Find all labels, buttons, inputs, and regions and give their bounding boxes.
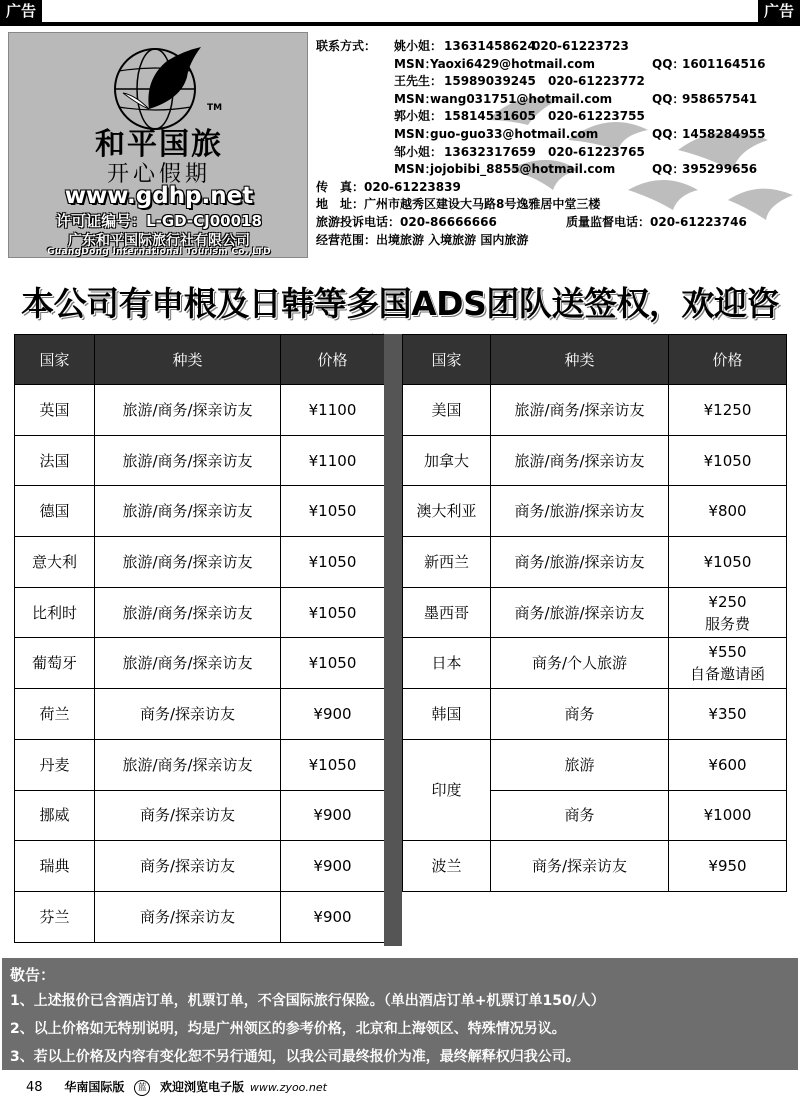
table-row bbox=[403, 689, 787, 740]
notice-item: 2、以上价格如无特别说明，均是广州领区的参考价格，北京和上海领区、特殊情况另议。 bbox=[10, 1021, 566, 1037]
country-cell: 瑞典 bbox=[15, 841, 95, 892]
price-cell: ¥1100 bbox=[281, 385, 385, 436]
publication-name: 华南国际版 bbox=[64, 1080, 125, 1094]
header-price: 价格 bbox=[669, 335, 787, 385]
type-cell: 商务/探亲访友 bbox=[95, 841, 281, 892]
table-row bbox=[15, 587, 385, 638]
notice-box bbox=[2, 958, 798, 1070]
qq-number[interactable]: 958657541 bbox=[682, 91, 758, 106]
complaint-row bbox=[316, 214, 792, 232]
price-cell: ¥600 bbox=[669, 739, 787, 790]
header-type: 种类 bbox=[491, 335, 669, 385]
table-row bbox=[403, 587, 787, 638]
complaint-phone: 旅游投诉电话：020-86666666 bbox=[316, 214, 497, 229]
price-cell: ¥1050 bbox=[281, 537, 385, 588]
headline-slogan: 本公司有申根及日韩等多国ADS团队送签权，欢迎咨 bbox=[21, 284, 779, 323]
country-cell: 美国 bbox=[403, 385, 491, 436]
visa-price-table-left bbox=[14, 334, 385, 943]
msn-label: MSN： bbox=[394, 162, 437, 177]
header bbox=[8, 30, 792, 262]
table-header-row bbox=[403, 335, 787, 385]
company-name-cn: 广东和平国际旅行社有限公司 bbox=[68, 233, 250, 249]
qq-label: QQ： bbox=[652, 162, 685, 177]
table-row bbox=[403, 537, 787, 588]
price-cell bbox=[669, 638, 787, 689]
type-cell: 商务/旅游/探亲访友 bbox=[491, 537, 669, 588]
contact-name: 王先生： bbox=[394, 74, 443, 89]
license-number: 许可证编号：L-GD-CJ00018 bbox=[56, 212, 262, 230]
table-row bbox=[15, 841, 385, 892]
msn-label: MSN： bbox=[394, 126, 437, 141]
country-cell: 意大利 bbox=[15, 537, 95, 588]
visa-price-table-right bbox=[402, 334, 787, 892]
contact-label: 联系方式： bbox=[316, 39, 377, 53]
header-price: 价格 bbox=[281, 335, 385, 385]
header-country: 国家 bbox=[403, 335, 491, 385]
table-row bbox=[403, 435, 787, 486]
price-cell: ¥1100 bbox=[281, 435, 385, 486]
price-cell: ¥900 bbox=[281, 689, 385, 740]
table-row bbox=[15, 638, 385, 689]
contact-name: 邹小姐： bbox=[394, 144, 443, 159]
table-row bbox=[403, 739, 787, 790]
contact-tel[interactable]: 020-61223755 bbox=[548, 109, 645, 124]
country-cell: 挪威 bbox=[15, 790, 95, 841]
price-cell: ¥1050 bbox=[281, 739, 385, 790]
top-rule bbox=[0, 22, 800, 26]
type-cell: 旅游 bbox=[491, 739, 669, 790]
type-cell: 旅游/商务/探亲访友 bbox=[491, 435, 669, 486]
qq-number[interactable]: 1458284955 bbox=[682, 126, 766, 141]
type-cell: 商务 bbox=[491, 689, 669, 740]
contact-phone[interactable]: 13631458624 bbox=[444, 39, 536, 53]
msn-address[interactable]: wang031751@hotmail.com bbox=[430, 91, 613, 106]
price-note: 服务费 bbox=[704, 614, 750, 633]
qq-label: QQ： bbox=[652, 91, 685, 106]
price-cell: ¥1050 bbox=[281, 486, 385, 537]
trademark-mark: TM bbox=[207, 103, 223, 113]
country-cell: 荷兰 bbox=[15, 689, 95, 740]
table-row bbox=[15, 891, 385, 942]
msn-label: MSN： bbox=[394, 56, 437, 71]
price-cell bbox=[669, 587, 787, 638]
table-row bbox=[15, 435, 385, 486]
table-row bbox=[15, 486, 385, 537]
contact-name: 姚小姐： bbox=[394, 39, 443, 53]
price-cell: ¥950 bbox=[669, 841, 787, 892]
price-cell: ¥1050 bbox=[669, 537, 787, 588]
contact-row bbox=[316, 161, 792, 179]
contact-row bbox=[316, 144, 792, 162]
price-cell: ¥1050 bbox=[281, 638, 385, 689]
ad-label-right: 广告 bbox=[758, 0, 800, 22]
price-cell: ¥350 bbox=[669, 689, 787, 740]
type-cell: 商务/探亲访友 bbox=[95, 790, 281, 841]
contact-tel[interactable]: 020-61223723 bbox=[532, 39, 629, 53]
price-note: 自备邀请函 bbox=[689, 665, 765, 684]
contact-tel[interactable]: 020-61223765 bbox=[548, 144, 645, 159]
fax-row: 传 真：020-61223839 bbox=[316, 179, 461, 194]
footer-ad-text: 欢迎浏览电子版 bbox=[160, 1080, 245, 1094]
address-row: 地 址：广州市越秀区建设大马路8号逸雅居中堂三楼 bbox=[316, 197, 601, 212]
contact-name: 郭小姐： bbox=[394, 109, 443, 124]
page-number: 48 bbox=[26, 1080, 43, 1095]
price-value: ¥250 bbox=[708, 592, 747, 611]
msn-address[interactable]: Yaoxi6429@hotmail.com bbox=[430, 56, 595, 71]
ad-label-left: 广告 bbox=[0, 0, 42, 22]
type-cell: 商务/个人旅游 bbox=[491, 638, 669, 689]
brand-slogan: 开心假期 bbox=[106, 162, 211, 187]
contact-phone[interactable]: 15989039245 bbox=[444, 74, 536, 89]
type-cell: 商务 bbox=[491, 790, 669, 841]
msn-address[interactable]: jojobibi_8855@hotmail.com bbox=[430, 162, 616, 177]
msn-address[interactable]: guo-guo33@hotmail.com bbox=[430, 126, 599, 141]
header-country: 国家 bbox=[15, 335, 95, 385]
scope-row: 经营范围：出境旅游 入境旅游 国内旅游 bbox=[316, 232, 529, 247]
country-cell: 芬兰 bbox=[15, 891, 95, 942]
type-cell: 商务/旅游/探亲访友 bbox=[491, 486, 669, 537]
contact-row bbox=[316, 38, 792, 56]
notice-item: 3、若以上价格及内容有变化恕不另行通知，以我公司最终报价为准，最终解释权归我公司。 bbox=[10, 1049, 580, 1065]
country-cell: 加拿大 bbox=[403, 435, 491, 486]
contact-row bbox=[316, 73, 792, 91]
country-cell: 墨西哥 bbox=[403, 587, 491, 638]
publication-seal-icon: 蓝 bbox=[134, 1080, 150, 1096]
qq-number[interactable]: 1601164516 bbox=[682, 56, 766, 71]
type-cell: 商务/探亲访友 bbox=[95, 891, 281, 942]
table-divider bbox=[384, 334, 402, 946]
price-cell: ¥1050 bbox=[669, 435, 787, 486]
qq-label: QQ： bbox=[652, 56, 685, 71]
type-cell: 旅游/商务/探亲访友 bbox=[95, 537, 281, 588]
table-row bbox=[15, 790, 385, 841]
contact-info bbox=[316, 38, 792, 249]
country-cell: 日本 bbox=[403, 638, 491, 689]
country-cell: 德国 bbox=[15, 486, 95, 537]
contact-phone[interactable]: 13632317659 bbox=[444, 144, 536, 159]
price-cell: ¥900 bbox=[281, 841, 385, 892]
contact-tel[interactable]: 020-61223772 bbox=[548, 74, 645, 89]
table-row bbox=[403, 486, 787, 537]
header-type: 种类 bbox=[95, 335, 281, 385]
brand-name: 和平国旅 bbox=[95, 127, 223, 162]
type-cell: 旅游/商务/探亲访友 bbox=[95, 587, 281, 638]
price-cell: ¥1000 bbox=[669, 790, 787, 841]
price-cell: ¥900 bbox=[281, 790, 385, 841]
country-cell: 韩国 bbox=[403, 689, 491, 740]
notice-item: 1、上述报价已含酒店订单，机票订单，不含国际旅行保险。（单出酒店订单+机票订单150/人） bbox=[10, 993, 605, 1009]
type-cell: 旅游/商务/探亲访友 bbox=[95, 638, 281, 689]
price-cell: ¥800 bbox=[669, 486, 787, 537]
type-cell: 商务/探亲访友 bbox=[491, 841, 669, 892]
table-row bbox=[15, 689, 385, 740]
type-cell: 商务/旅游/探亲访友 bbox=[491, 587, 669, 638]
price-cell: ¥1250 bbox=[669, 385, 787, 436]
type-cell: 商务/探亲访友 bbox=[95, 689, 281, 740]
quality-phone: 质量监督电话：020-61223746 bbox=[566, 214, 747, 229]
table-row bbox=[15, 739, 385, 790]
type-cell: 旅游/商务/探亲访友 bbox=[95, 486, 281, 537]
contact-row bbox=[316, 56, 792, 74]
contact-phone[interactable]: 15814531605 bbox=[444, 109, 536, 124]
type-cell: 旅游/商务/探亲访友 bbox=[95, 435, 281, 486]
logo-box bbox=[8, 32, 308, 258]
type-cell: 旅游/商务/探亲访友 bbox=[491, 385, 669, 436]
qq-number[interactable]: 395299656 bbox=[682, 162, 758, 177]
country-cell: 比利时 bbox=[15, 587, 95, 638]
type-cell: 旅游/商务/探亲访友 bbox=[95, 385, 281, 436]
country-cell: 法国 bbox=[15, 435, 95, 486]
price-cell: ¥1050 bbox=[281, 587, 385, 638]
contact-row bbox=[316, 108, 792, 126]
country-cell: 葡萄牙 bbox=[15, 638, 95, 689]
country-cell: 英国 bbox=[15, 385, 95, 436]
table-row bbox=[403, 385, 787, 436]
country-cell: 新西兰 bbox=[403, 537, 491, 588]
price-value: ¥550 bbox=[708, 643, 747, 662]
contact-row bbox=[316, 126, 792, 144]
table-row bbox=[403, 841, 787, 892]
company-name-en: GuangDong International Tourism Co.,LTD bbox=[47, 247, 271, 257]
table-row bbox=[15, 537, 385, 588]
country-cell: 澳大利亚 bbox=[403, 486, 491, 537]
country-cell: 丹麦 bbox=[15, 739, 95, 790]
table-row bbox=[15, 385, 385, 436]
table-header-row bbox=[15, 335, 385, 385]
country-cell: 波兰 bbox=[403, 841, 491, 892]
footer bbox=[26, 1078, 327, 1096]
price-cell: ¥900 bbox=[281, 891, 385, 942]
qq-label: QQ： bbox=[652, 126, 685, 141]
footer-url[interactable]: www.zyoo.net bbox=[249, 1081, 327, 1094]
country-cell: 印度 bbox=[403, 739, 491, 840]
notice-title: 敬告： bbox=[10, 966, 56, 984]
brand-website[interactable]: www.gdhp.net bbox=[64, 183, 254, 209]
contact-row bbox=[316, 91, 792, 109]
msn-label: MSN： bbox=[394, 91, 437, 106]
type-cell: 旅游/商务/探亲访友 bbox=[95, 739, 281, 790]
